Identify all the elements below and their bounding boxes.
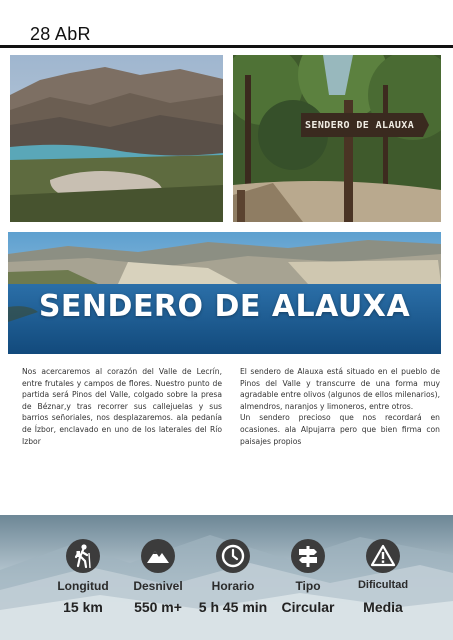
stat-label: Dificultad [357, 579, 409, 591]
header-rule [0, 45, 453, 48]
description-paragraph-2: Un sendero precioso que nos recordará en ocasiones. ala Alpujarra pero que bien firma con paisajes propios [240, 413, 440, 446]
stat-value: 5 h 45 min [198, 599, 268, 615]
stat-label: Desnivel [133, 579, 183, 593]
stats-footer [0, 515, 453, 640]
stat-value: Circular [281, 599, 335, 615]
intro-column [22, 366, 222, 447]
warning-icon [366, 539, 400, 573]
route-title: SENDERO DE ALAUXA [38, 289, 411, 324]
description-column [240, 366, 440, 447]
misty-mountains-background [0, 515, 453, 640]
stat-value: 15 km [63, 599, 103, 615]
page-date: 28 AbR [30, 24, 91, 44]
clock-icon [216, 539, 250, 573]
stat-value: Media [363, 599, 403, 615]
signpost-icon [291, 539, 325, 573]
description-paragraph-1: El sendero de Alauxa está situado en el pueblo de Pinos del Valle y transcurre de una forma muy agradable entre olivos (algunos de ellos milenarios), almendros, naranjos y limoneros, entre otros. [240, 367, 440, 411]
hiker-icon [66, 539, 100, 573]
stat-label: Longitud [57, 579, 109, 593]
trail-sign-photo [233, 55, 441, 222]
trail-sign-text: SENDERO DE ALAUXA [305, 120, 415, 131]
intro-paragraph: Nos acercaremos al corazón del Valle de Lecrín, entre frutales y campos de flores. Nuestro punto de partida será Pinos del Valle, colgado sobre la presa de Béznar,y tras recorrer sus callejuelas y sus barrios señoriales, nos desplazaremos. ala pedanía de Ízbor, enclavado en uno de los laterales del Río Izbor [22, 367, 222, 446]
stat-label: Tipo [295, 579, 321, 593]
stat-label: Horario [211, 579, 255, 593]
stat-value: 550 m+ [134, 599, 182, 615]
valley-photo [10, 55, 223, 222]
mountain-icon [141, 539, 175, 573]
